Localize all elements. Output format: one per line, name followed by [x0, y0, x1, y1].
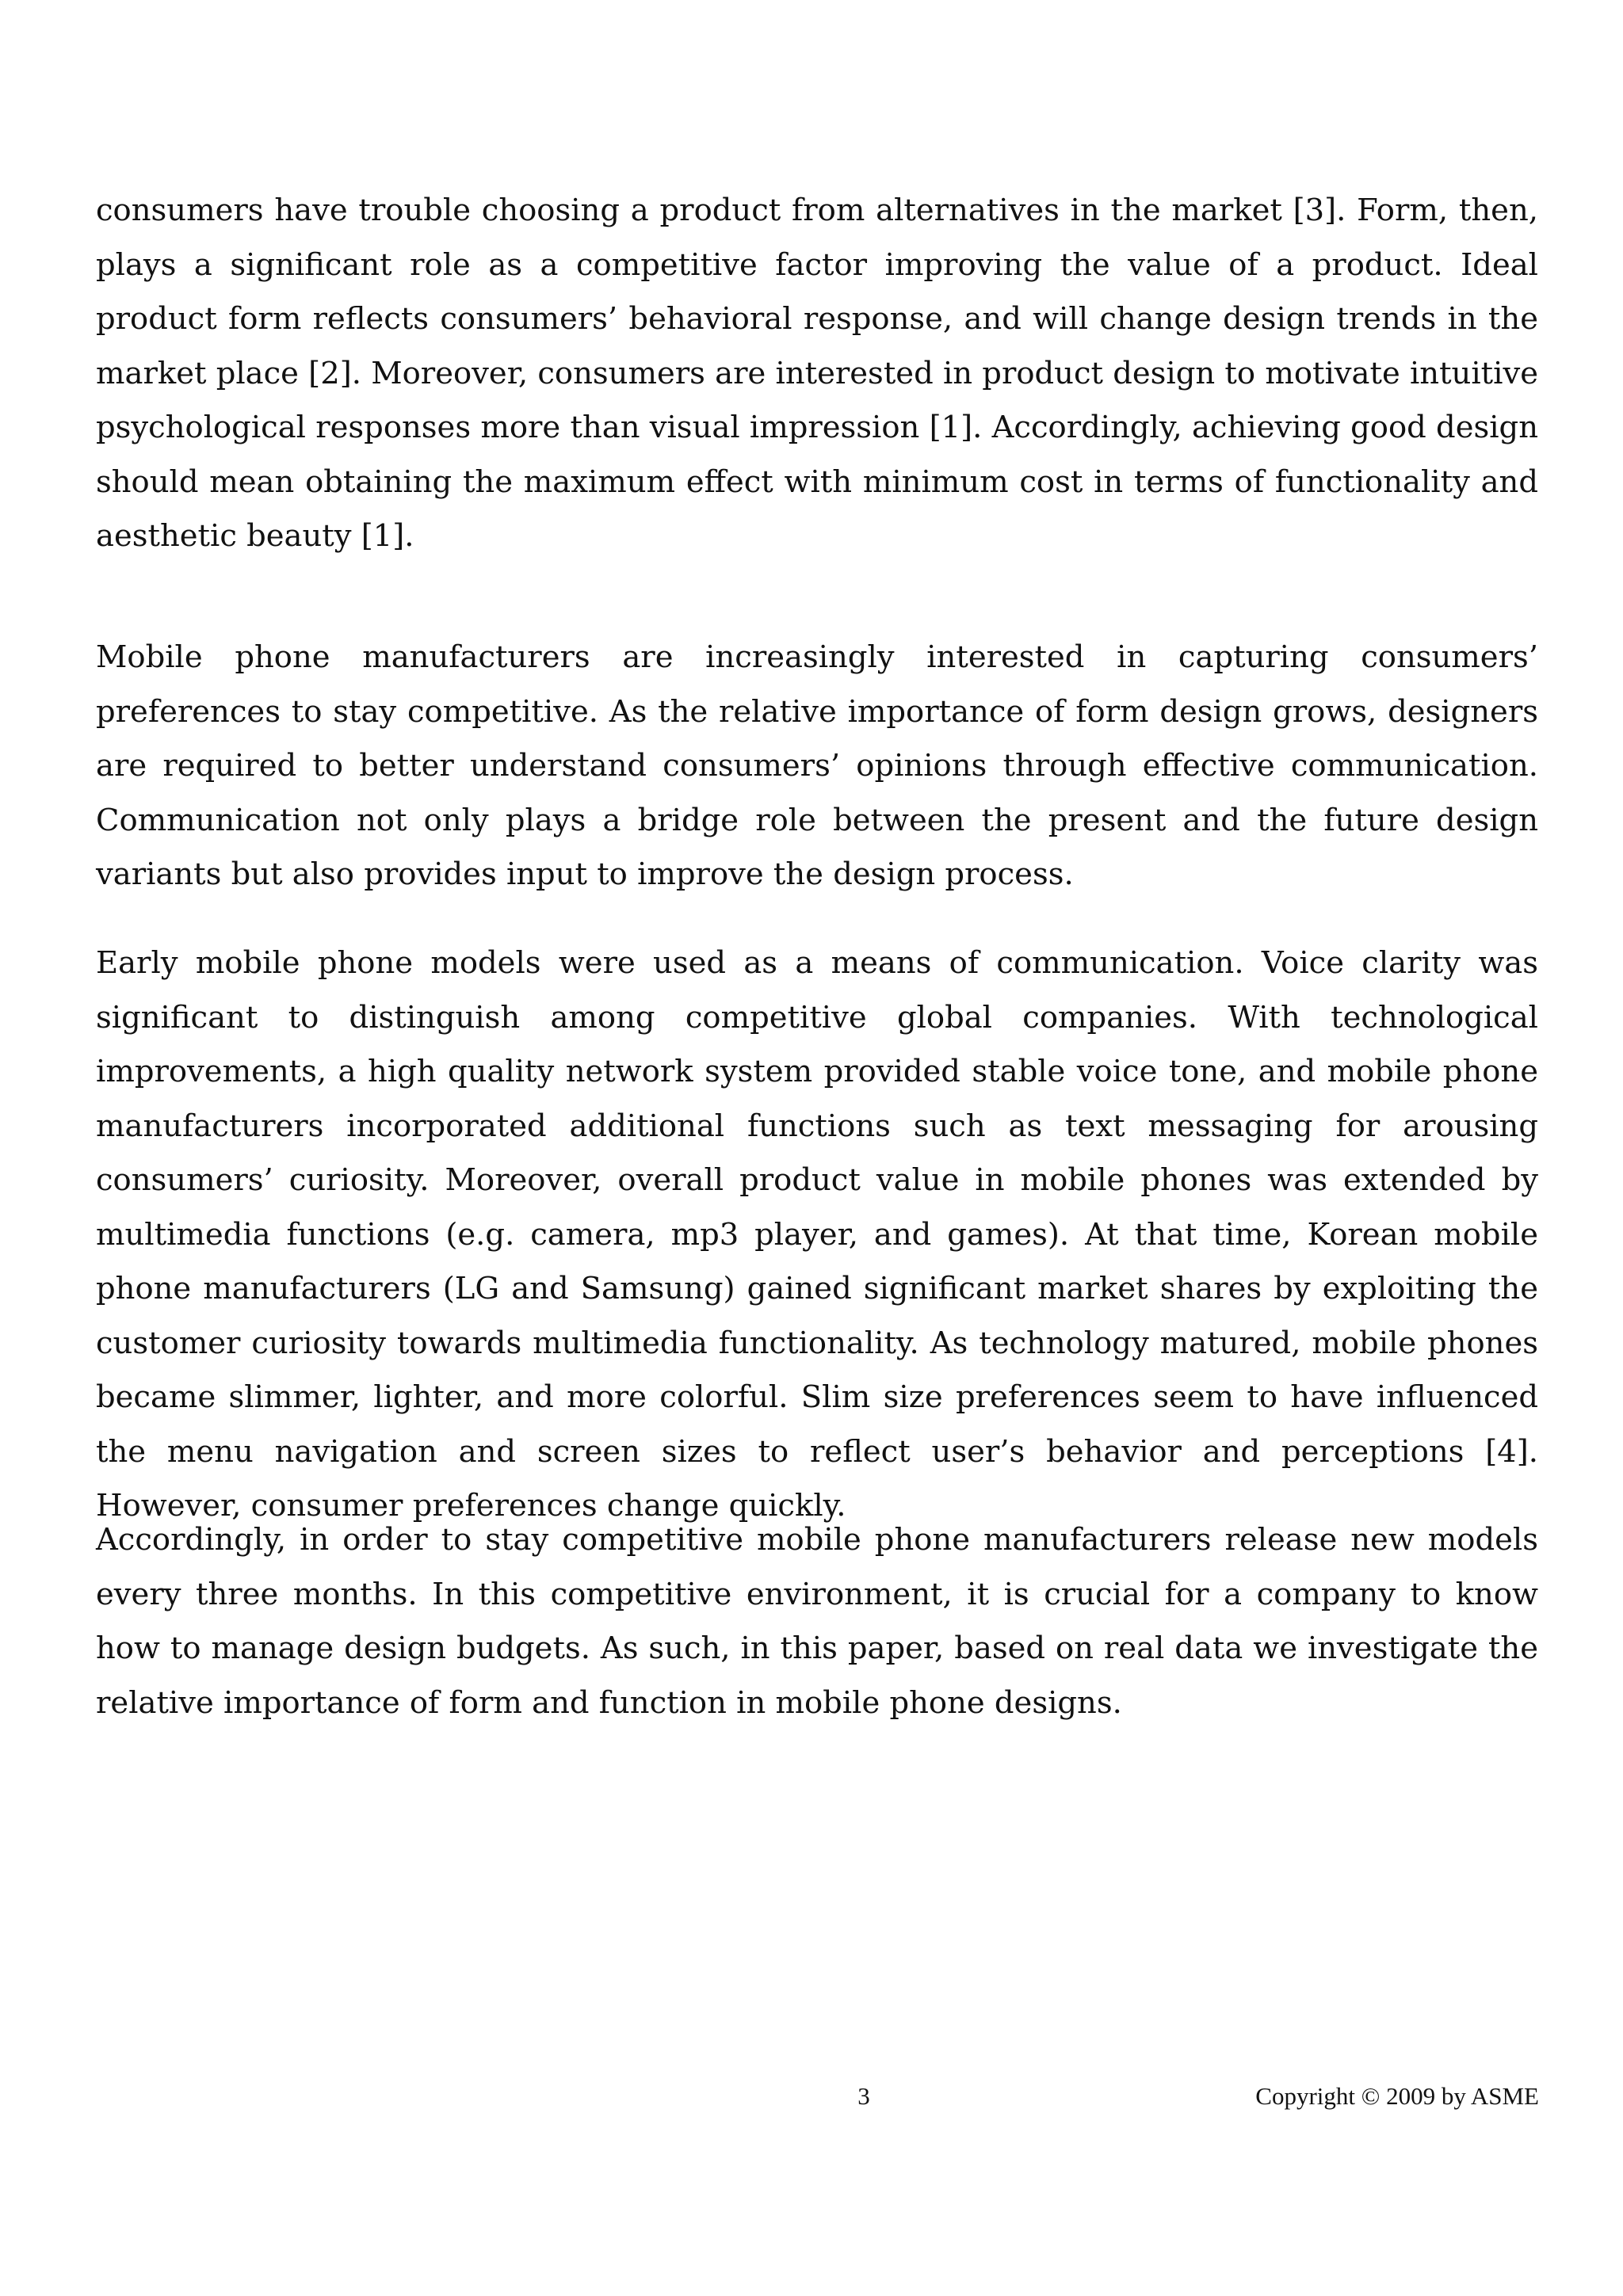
paragraph-design-budgets: Accordingly, in order to stay competitive mobile phone manufacturers release new models every three months. In this competitive environment, it is crucial for a company to know how to manage design budgets. As such, in this paper, based on real data we investigate the relative importance of form and function in mobile phone designs.: [96, 1522, 1538, 1721]
page-number: 3: [857, 2082, 870, 2110]
paragraph-manufacturer-preferences: Mobile phone manufacturers are increasingly interested in capturing consumers’ preferences to stay competitive. As the relative importance of form design grows, designers are required to better understand consumers’ opinions through effective communication. Communication not only plays a bridge role between the present and the future design variants but also provides input to improve the design process.: [96, 639, 1538, 892]
copyright-notice: Copyright © 2009 by ASME: [1255, 2082, 1539, 2110]
paragraph-consumer-form: consumers have trouble choosing a product from alternatives in the market [3]. Form, then, plays a significant role as a competitive factor improving the value of a product. Ideal product form reflects consumers’ behavioral response, and will change design trends in the market place [2]. Moreover, consumers are interested in product design to motivate intuitive psychological responses more than visual impression [1]. Accordingly, achieving good design should mean obtaining the maximum effect with minimum cost in terms of functionality and aesthetic beauty [1].: [96, 193, 1538, 554]
paragraph-early-mobile-phones: Early mobile phone models were used as a means of communication. Voice clarity was significant to distinguish among competitive global companies. With technological improvements, a high quality network system provided stable voice tone, and mobile phone manufacturers incorporated additional functions such as text messaging for arousing consumers’ curiosity. Moreover, overall product value in mobile phones was extended by multimedia functions (e.g. camera, mp3 player, and games). At that time, Korean mobile phone manufacturers (LG and Samsung) gained significant market shares by exploiting the customer curiosity towards multimedia functionality. As technology matured, mobile phones became slimmer, lighter, and more colorful. Slim size preferences seem to have influenced the menu navigation and screen sizes to reflect user’s behavior and perceptions [4]. However, consumer preferences change quickly.: [96, 945, 1538, 1524]
